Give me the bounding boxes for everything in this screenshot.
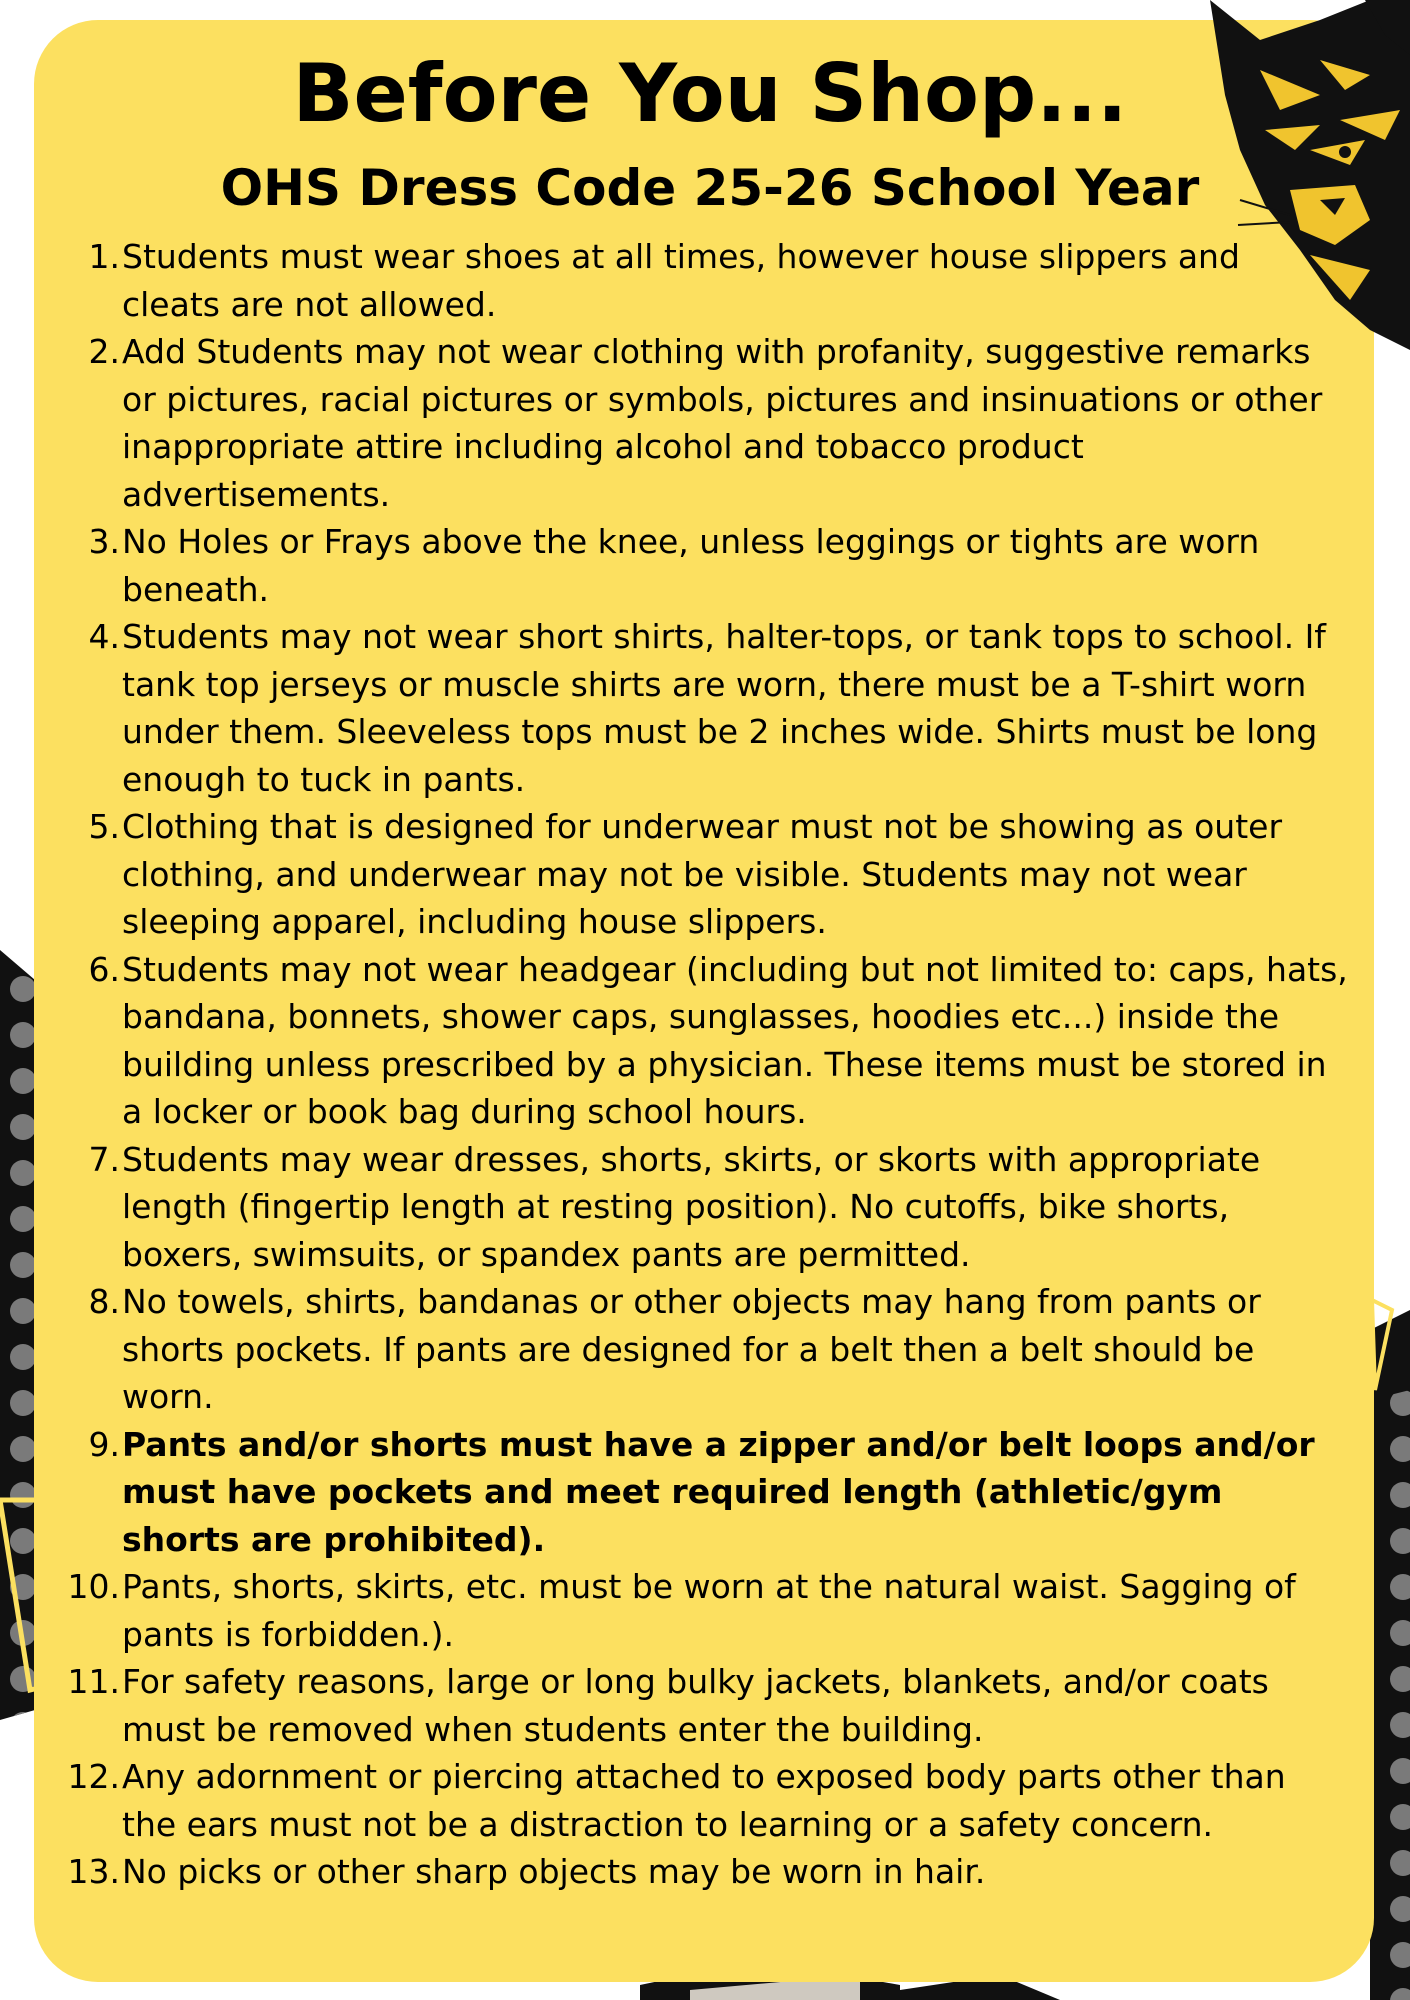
rule-number: 13. [67,1852,120,1891]
rule-item [58,946,1348,1136]
rule-text: Add Students may not wear clothing with profanity, suggestive remarks or pictures, racial pictures or symbols, pictures and insinuations or other inappropriate attire including alcohol and tobacco product advertisements. [122,332,1323,514]
rule-number: 10. [67,1567,120,1606]
rule-text: No towels, shirts, bandanas or other objects may hang from pants or shorts pockets. If pants are designed for a belt then a belt should be worn. [122,1282,1261,1416]
rule-item [58,233,1348,328]
rule-number: 3. [88,522,120,561]
rule-number: 5. [88,807,120,846]
rule-text: For safety reasons, large or long bulky jackets, blankets, and/or coats must be removed when students enter the building. [122,1662,1269,1749]
rule-item [58,1278,1348,1421]
rule-number: 11. [67,1662,120,1701]
rule-text: Pants and/or shorts must have a zipper and/or belt loops and/or must have pockets and meet required length (athletic/gym shorts are prohibited). [122,1424,1315,1559]
rule-text: Students may not wear headgear (including but not limited to: caps, hats, bandana, bonnets, shower caps, sunglasses, hoodies etc...) inside the building unless prescribed by a physician. These items must be stored in a locker or book bag during school hours. [122,949,1348,1131]
rule-text: No Holes or Frays above the knee, unless leggings or tights are worn beneath. [122,522,1260,609]
wildcat-head-icon [1170,0,1410,360]
rule-number: 4. [88,617,120,656]
rule-text: Students may wear dresses, shorts, skirts, or skorts with appropriate length (fingertip length at resting position). No cutoffs, bike shorts, boxers, swimsuits, or spandex pants are permitted. [122,1139,1261,1274]
page-title: Before You Shop... [292,47,1128,140]
rule-text: Pants, shorts, skirts, etc. must be worn at the natural waist. Sagging of pants is forbidden.). [122,1567,1296,1654]
rule-item [58,1658,1348,1753]
rule-text: No picks or other sharp objects may be worn in hair. [122,1852,986,1891]
rule-text: Students must wear shoes at all times, however house slippers and cleats are not allowed. [122,237,1240,324]
rule-item [58,613,1348,803]
page-subtitle: OHS Dress Code 25-26 School Year [220,159,1200,217]
rule-number: 7. [88,1139,120,1179]
rule-number: 8. [88,1282,120,1321]
rule-text: Any adornment or piercing attached to exposed body parts other than the ears must not be a distraction to learning or a safety concern. [122,1757,1286,1844]
rule-number: 2. [88,332,120,371]
rule-number: 1. [88,237,120,276]
rule-text: Students may not wear short shirts, halter-tops, or tank tops to school. If tank top jerseys or muscle shirts are worn, there must be a T-shirt worn under them. Sleeveless tops must be 2 inches wide. Shirts must be long enough to tuck in pants. [122,617,1326,799]
rule-item [58,803,1348,946]
rule-item [58,518,1348,613]
rule-item-emphasized [58,1421,1348,1564]
rule-number: 9. [88,1424,120,1464]
rule-item [58,1563,1348,1658]
rule-item [58,328,1348,518]
rule-number: 12. [67,1757,120,1796]
rule-item [58,1753,1348,1848]
rule-item [58,1848,1348,1896]
rule-item [58,1136,1348,1279]
dress-code-rules-list [58,233,1348,1896]
rule-text: Clothing that is designed for underwear must not be showing as outer clothing, and underwear may not be visible. Students may not wear sleeping apparel, including house slippers. [122,807,1283,941]
rule-number: 6. [88,949,120,989]
